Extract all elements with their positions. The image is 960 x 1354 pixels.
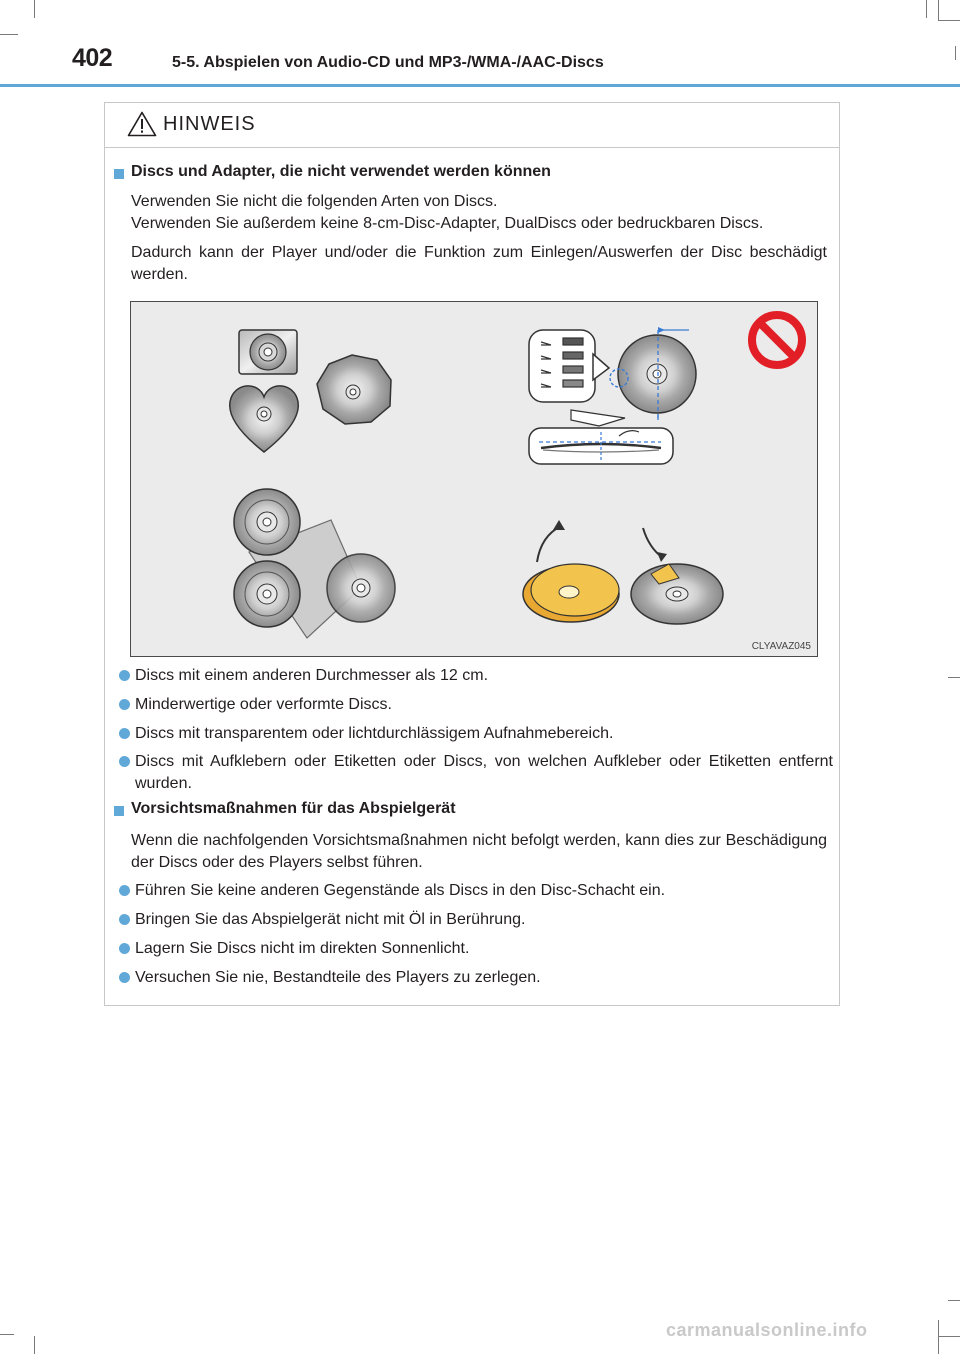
paragraph: Wenn die nachfolgenden Vorsichtsmaßnahmen nicht befolgt werden, kann dies zur Beschädigung der Discs oder des Players selbst führen. (131, 832, 827, 871)
list-item: Lagern Sie Discs nicht im direkten Sonnenlicht. (119, 938, 833, 960)
sticker-discs (523, 520, 723, 624)
crop-mark (34, 0, 35, 18)
disc-illustration (130, 301, 818, 657)
crop-mark (34, 1336, 35, 1354)
bullet-dot (119, 699, 130, 710)
figure-code: CLYAVAZ045 (751, 641, 811, 652)
list-item: Versuchen Sie nie, Bestandteile des Players zu zerlegen. (119, 967, 833, 989)
prohibition-icon (752, 315, 802, 365)
crop-mark (948, 677, 960, 678)
bullet-dot (119, 885, 130, 896)
crop-mark (948, 1300, 960, 1301)
section-marker (114, 169, 124, 179)
bullet-dot (119, 756, 130, 767)
bullet-dot (119, 914, 130, 925)
bullet-dot (119, 728, 130, 739)
list-item: Discs mit Aufklebern oder Etiketten oder Discs, von welchen Aufkleber oder Etiketten entfernt wurden. (119, 751, 833, 795)
heart-disc (230, 386, 298, 452)
list-item: Minderwertige oder verformte Discs. (119, 694, 833, 716)
crop-mark (926, 0, 927, 18)
deformed-disc-detail (529, 327, 696, 464)
bullet-dot (119, 670, 130, 681)
section-heading-player-precautions: Vorsichtsmaßnahmen für das Abspielgerät (131, 800, 456, 817)
bullet-dot (119, 972, 130, 983)
chapter-title: 5-5. Abspielen von Audio-CD und MP3-/WMA-/AAC-Discs (172, 54, 604, 71)
adapter-discs (234, 489, 395, 638)
crop-mark (0, 1334, 14, 1335)
octagon-disc (317, 355, 391, 424)
crop-mark (0, 34, 18, 35)
list-item: Führen Sie keine anderen Gegenstände als Discs in den Disc-Schacht ein. (119, 880, 833, 902)
page-number: 402 (72, 44, 113, 72)
crop-mark (938, 0, 939, 20)
bullet-dot (119, 943, 130, 954)
disc-illustration-svg (131, 302, 817, 656)
square-disc (239, 330, 297, 374)
crop-mark (938, 1336, 960, 1337)
list-item: Discs mit transparentem oder lichtdurchlässigem Aufnahmebereich. (119, 723, 833, 745)
paragraph: Dadurch kann der Player und/oder die Funktion zum Einlegen/Auswerfen der Disc beschädigt werden. (131, 244, 827, 283)
paragraph: Verwenden Sie nicht die folgenden Arten von Discs. (131, 193, 498, 210)
notice-box (104, 102, 840, 1006)
section-heading-unusable-discs: Discs und Adapter, die nicht verwendet werden können (131, 163, 551, 180)
notice-header (105, 103, 839, 148)
crop-mark (938, 20, 960, 21)
warning-triangle-icon (127, 111, 157, 137)
crop-mark (955, 46, 956, 60)
list-item: Discs mit einem anderen Durchmesser als 12 cm. (119, 665, 833, 687)
crop-mark (938, 1320, 939, 1354)
list-item: Bringen Sie das Abspielgerät nicht mit Öl in Berührung. (119, 909, 833, 931)
header-rule (0, 84, 960, 87)
paragraph: Verwenden Sie außerdem keine 8-cm-Disc-Adapter, DualDiscs oder bedruckbaren Discs. (131, 215, 764, 232)
section-marker (114, 806, 124, 816)
watermark: carmanualsonline.info (666, 1320, 868, 1340)
notice-title: HINWEIS (163, 113, 256, 135)
